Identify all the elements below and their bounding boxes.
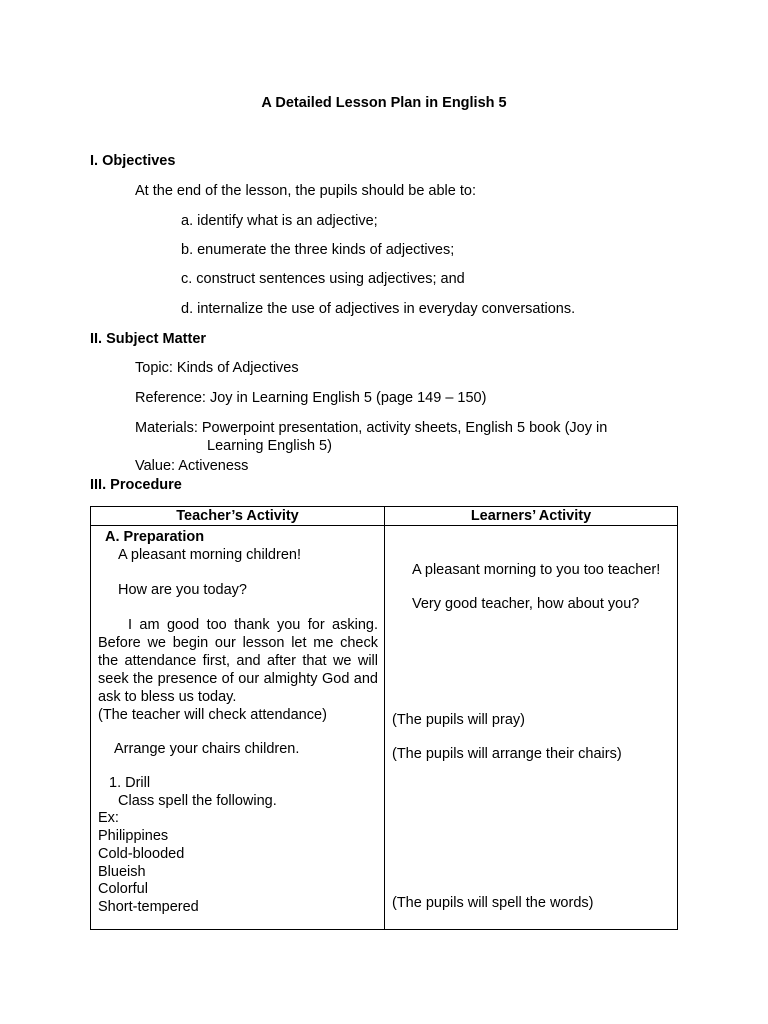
teacher-spell: Class spell the following.	[118, 793, 277, 809]
example-label: Ex:	[98, 810, 119, 826]
learners-reply: Very good teacher, how about you?	[412, 596, 640, 612]
spelling-word: Blueish	[98, 864, 146, 880]
subject-value: Value: Activeness	[135, 458, 249, 474]
learners-greeting: A pleasant morning to you too teacher!	[412, 562, 661, 578]
teacher-arrange: Arrange your chairs children.	[114, 741, 300, 757]
subject-topic: Topic: Kinds of Adjectives	[135, 360, 299, 376]
subject-reference: Reference: Joy in Learning English 5 (page 149 – 150)	[135, 390, 487, 406]
learners-spell: (The pupils will spell the words)	[392, 895, 594, 911]
teacher-greeting: A pleasant morning children!	[118, 547, 301, 563]
teacher-check-attendance: (The teacher will check attendance)	[98, 707, 327, 723]
objective-item: d. internalize the use of adjectives in everyday conversations.	[181, 301, 576, 317]
teacher-activity-header: Teacher’s Activity	[91, 507, 385, 526]
spelling-word: Short-tempered	[98, 899, 199, 915]
spelling-word: Colorful	[98, 881, 148, 897]
objective-item: c. construct sentences using adjectives; and	[181, 271, 465, 287]
procedure-table	[90, 506, 678, 930]
objective-item: a. identify what is an adjective;	[181, 213, 378, 229]
objectives-intro: At the end of the lesson, the pupils should be able to:	[135, 183, 476, 199]
spelling-word: Philippines	[98, 828, 169, 844]
procedure-heading: III. Procedure	[90, 477, 182, 493]
teacher-activity-cell	[91, 526, 385, 930]
subject-materials: Materials: Powerpoint presentation, activity sheets, English 5 book (Joy in	[135, 420, 608, 436]
page-title: A Detailed Lesson Plan in English 5	[261, 95, 507, 111]
teacher-how-are-you: How are you today?	[118, 582, 247, 598]
subject-matter-heading: II. Subject Matter	[90, 331, 207, 347]
teacher-paragraph: I am good too thank you for asking. Before we begin our lesson let me check the attendance first, and after that we will seek the presence of our almighty God and ask to bless us today.	[98, 617, 378, 705]
learners-pray: (The pupils will pray)	[392, 712, 525, 728]
drill-heading: 1. Drill	[109, 775, 151, 791]
learners-activity-header: Learners’ Activity	[385, 507, 678, 526]
learners-activity-cell	[385, 526, 678, 930]
objectives-heading: I. Objectives	[90, 153, 176, 169]
learners-arrange: (The pupils will arrange their chairs)	[392, 746, 622, 762]
objective-item: b. enumerate the three kinds of adjectives;	[181, 242, 455, 258]
preparation-heading: A. Preparation	[105, 529, 205, 545]
spelling-word: Cold-blooded	[98, 846, 185, 862]
subject-materials-cont: Learning English 5)	[207, 438, 332, 454]
